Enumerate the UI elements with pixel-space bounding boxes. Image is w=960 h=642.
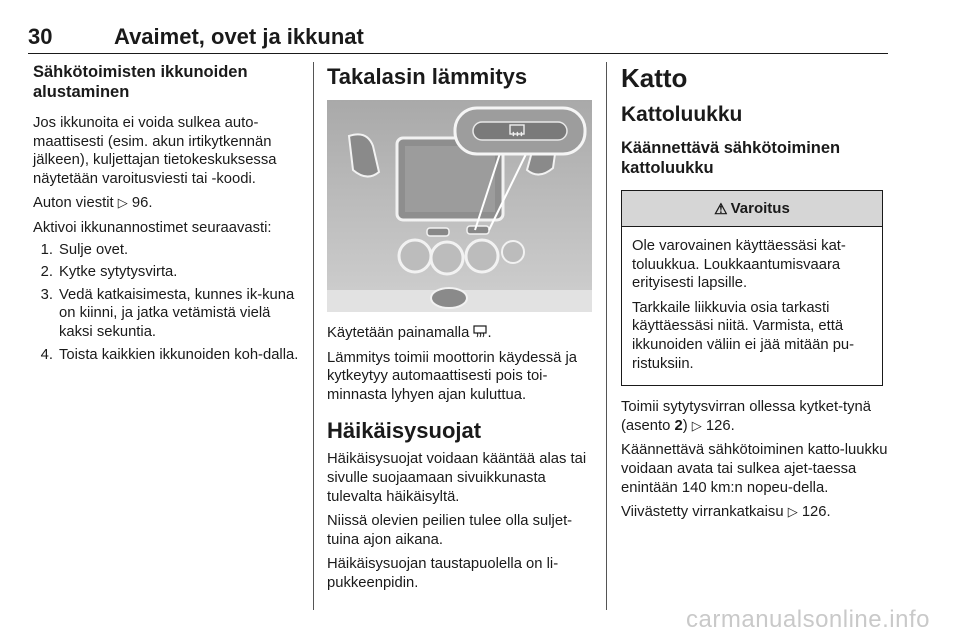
paragraph-reference [621,398,891,435]
step-text: Toista kaikkien ikkunoiden koh-dalla. [59,346,299,363]
warning-body [622,227,882,385]
column-right [621,62,891,522]
paragraph: Jos ikkunoita ei voida sulkea auto-maattisesti (esim. akun irtikytkennän jälkeen), kuljettajan tietokeskuksessa näytetään varoitusviesti tai -koodi. [33,115,277,187]
section-heading: Katto [621,63,688,93]
step-text: Kytke sytytysvirta. [59,264,178,281]
list-item [33,286,301,342]
step-text: Sulje ovet. [59,241,129,258]
column-middle [327,62,592,593]
page-reference-arrow-icon: ▷ [787,504,798,520]
rear-window-heating-icon [473,325,487,338]
paragraph-reference [621,503,891,522]
chapter-title: Avaimet, ovet ja ikkunat [114,24,364,49]
dashboard-photo [327,100,592,312]
list-item [33,241,301,260]
step-list [33,241,301,365]
paragraph: Häikäisysuojan taustapuolella on li-pukkeenpidin. [327,556,559,591]
step-number: 2. [40,264,53,281]
column-divider [313,62,314,610]
usage-end: . [487,325,492,341]
step-number: 3. [40,286,53,303]
warning-box [621,190,883,386]
list-item [33,346,301,365]
paragraph-usage [327,324,592,343]
dashboard-illustration [327,100,592,312]
reference-page[interactable]: 96. [131,195,153,212]
paragraph-text: Toimii sytytysvirran ollessa kytket-tynä (asento [621,399,871,434]
column-divider [606,62,607,610]
page-header [28,22,888,54]
paragraph-reference [33,194,301,213]
section-heading: Sähkötoimisten ikkunoiden alustaminen [33,63,248,101]
warning-paragraph: Ole varovainen käyttäessäsi kat-toluukkua. Loukkaantumisvaara erityisesti lapsille. [632,238,846,292]
page-reference-arrow-icon: ▷ [691,417,702,433]
warning-paragraph: Tarkkaile liikkuvia osia tarkasti käyttäessäsi niitä. Varmista, että ikkunoiden väliin ei jää mitään pu-ristuksiin. [632,299,855,372]
subsubsection-heading: Käännettävä sähkötoiminen kattoluukku [621,139,841,177]
step-number: 1. [40,241,53,258]
column-left [33,62,301,368]
reference-text: Viivästetty virrankatkaisu [621,504,784,521]
warning-triangle-icon: ⚠ [714,200,728,218]
reference-page[interactable]: 126. [705,417,735,434]
step-number: 4. [40,346,53,363]
page-number: 30 [28,24,53,49]
list-item [33,263,301,282]
watermark: carmanualsonline.info [686,606,930,633]
reference-text: Auton viestit [33,195,114,212]
reference-page[interactable]: 126. [801,504,831,521]
page-reference-arrow-icon: ▷ [117,195,128,211]
warning-header [622,191,882,227]
paragraph: Käännettävä sähkötoiminen katto-luukku voidaan avata tai sulkea ajet-taessa enintään 140 km:n nopeu-della. [621,442,888,496]
paragraph: Aktivoi ikkunannostimet seuraavasti: [33,219,272,236]
paragraph: Lämmitys toimii moottorin käydessä ja kytkeytyy automaattisesti pois toi-minnasta lyhyen ajan kuluttua. [327,349,577,403]
usage-text: Käytetään painamalla [327,325,470,341]
warning-title: Varoitus [730,200,790,217]
section-heading: Häikäisysuojat [327,418,482,444]
paragraph: Niissä olevien peilien tulee olla suljet-tuina ajon aikana. [327,513,573,548]
paragraph: Häikäisysuojat voidaan kääntää alas tai sivulle suojaamaan sivuikkunasta tulevalta häikäisyltä. [327,451,587,505]
section-heading: Takalasin lämmitys [327,64,528,89]
paragraph-text: ) [682,417,688,434]
position-number: 2 [674,417,683,434]
subsection-heading: Kattoluukku [621,103,743,126]
step-text: Vedä katkaisimesta, kunnes ik-kuna on kiinni, ja jatka vetämistä vielä kaksi sekuntia. [59,286,295,340]
